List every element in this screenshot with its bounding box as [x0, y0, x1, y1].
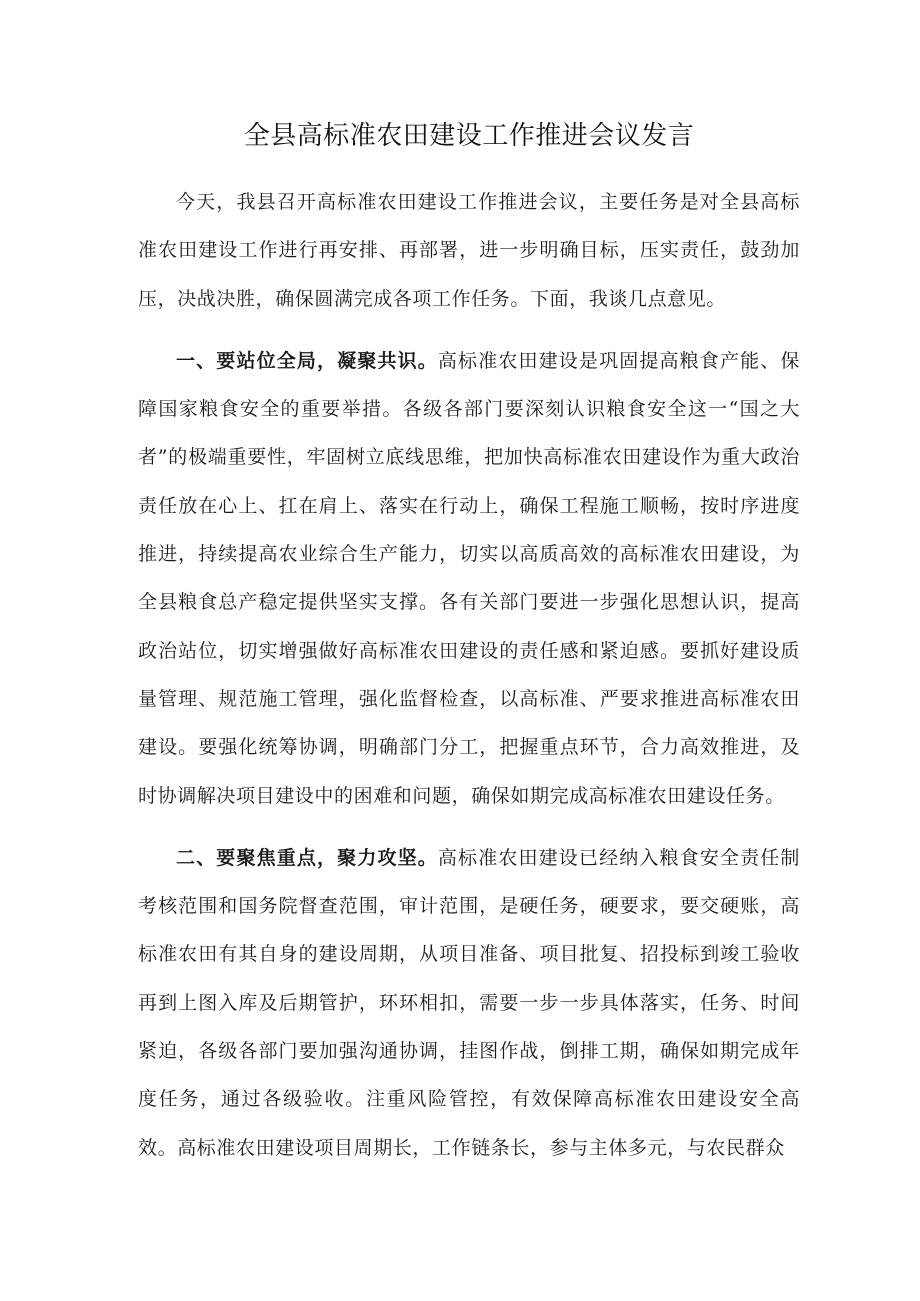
document-title: 全县高标准农田建设工作推进会议发言 [243, 121, 695, 151]
section-one-paragraph [138, 337, 800, 820]
section-one-heading: 一、要站位全局，凝聚共识。 [176, 349, 438, 372]
section-two-paragraph [138, 834, 800, 1172]
section-one-body: 高标准农田建设是巩固提高粮食产能、保障国家粮食安全的重要举措。各级各部门要深刻认识粮食安全这一“国之大者”的极端重要性，牢固树立底线思维，把加快高标准农田建设作为重大政治责任放在心上、扛在肩上、落实在行动上，确保工程施工顺畅，按时序进度推进，持续提高农业综合生产能力，切实以高质高效的高标准农田建设，为全县粮食总产稳定提供坚实支撑。各有关部门要进一步强化思想认识，提高政治站位，切实增强做好高标准农田建设的责任感和紧迫感。要抓好建设质量管理、规范施工管理，强化监督检查，以高标准、严要求推进高标准农田建设。要强化统筹协调，明确部门分工，把握重点环节，合力高效推进，及时协调解决项目建设中的困难和问题，确保如期完成高标准农田建设任务。 [138, 349, 800, 807]
section-two-heading: 二、要聚焦重点，聚力攻坚。 [176, 846, 438, 869]
intro-paragraph: 今天，我县召开高标准农田建设工作推进会议，主要任务是对全县高标准农田建设工作进行再安排、再部署，进一步明确目标，压实责任，鼓劲加压，决战决胜，确保圆满完成各项工作任务。下面，我谈几点意见。 [138, 191, 800, 310]
section-two-body: 高标准农田建设已经纳入粮食安全责任制考核范围和国务院督查范围，审计范围，是硬任务，硬要求，要交硬账，高标准农田有其自身的建设周期，从项目准备、项目批复、招投标到竣工验收再到上图入库及后期管护，环环相扣，需要一步一步具体落实，任务、时间紧迫，各级各部门要加强沟通协调，挂图作战，倒排工期，确保如期完成年度任务，通过各级验收。注重风险管控，有效保障高标准农田建设安全高效。高标准农田建设项目周期长，工作链条长，参与主体多元，与农民群众 [138, 846, 800, 1159]
